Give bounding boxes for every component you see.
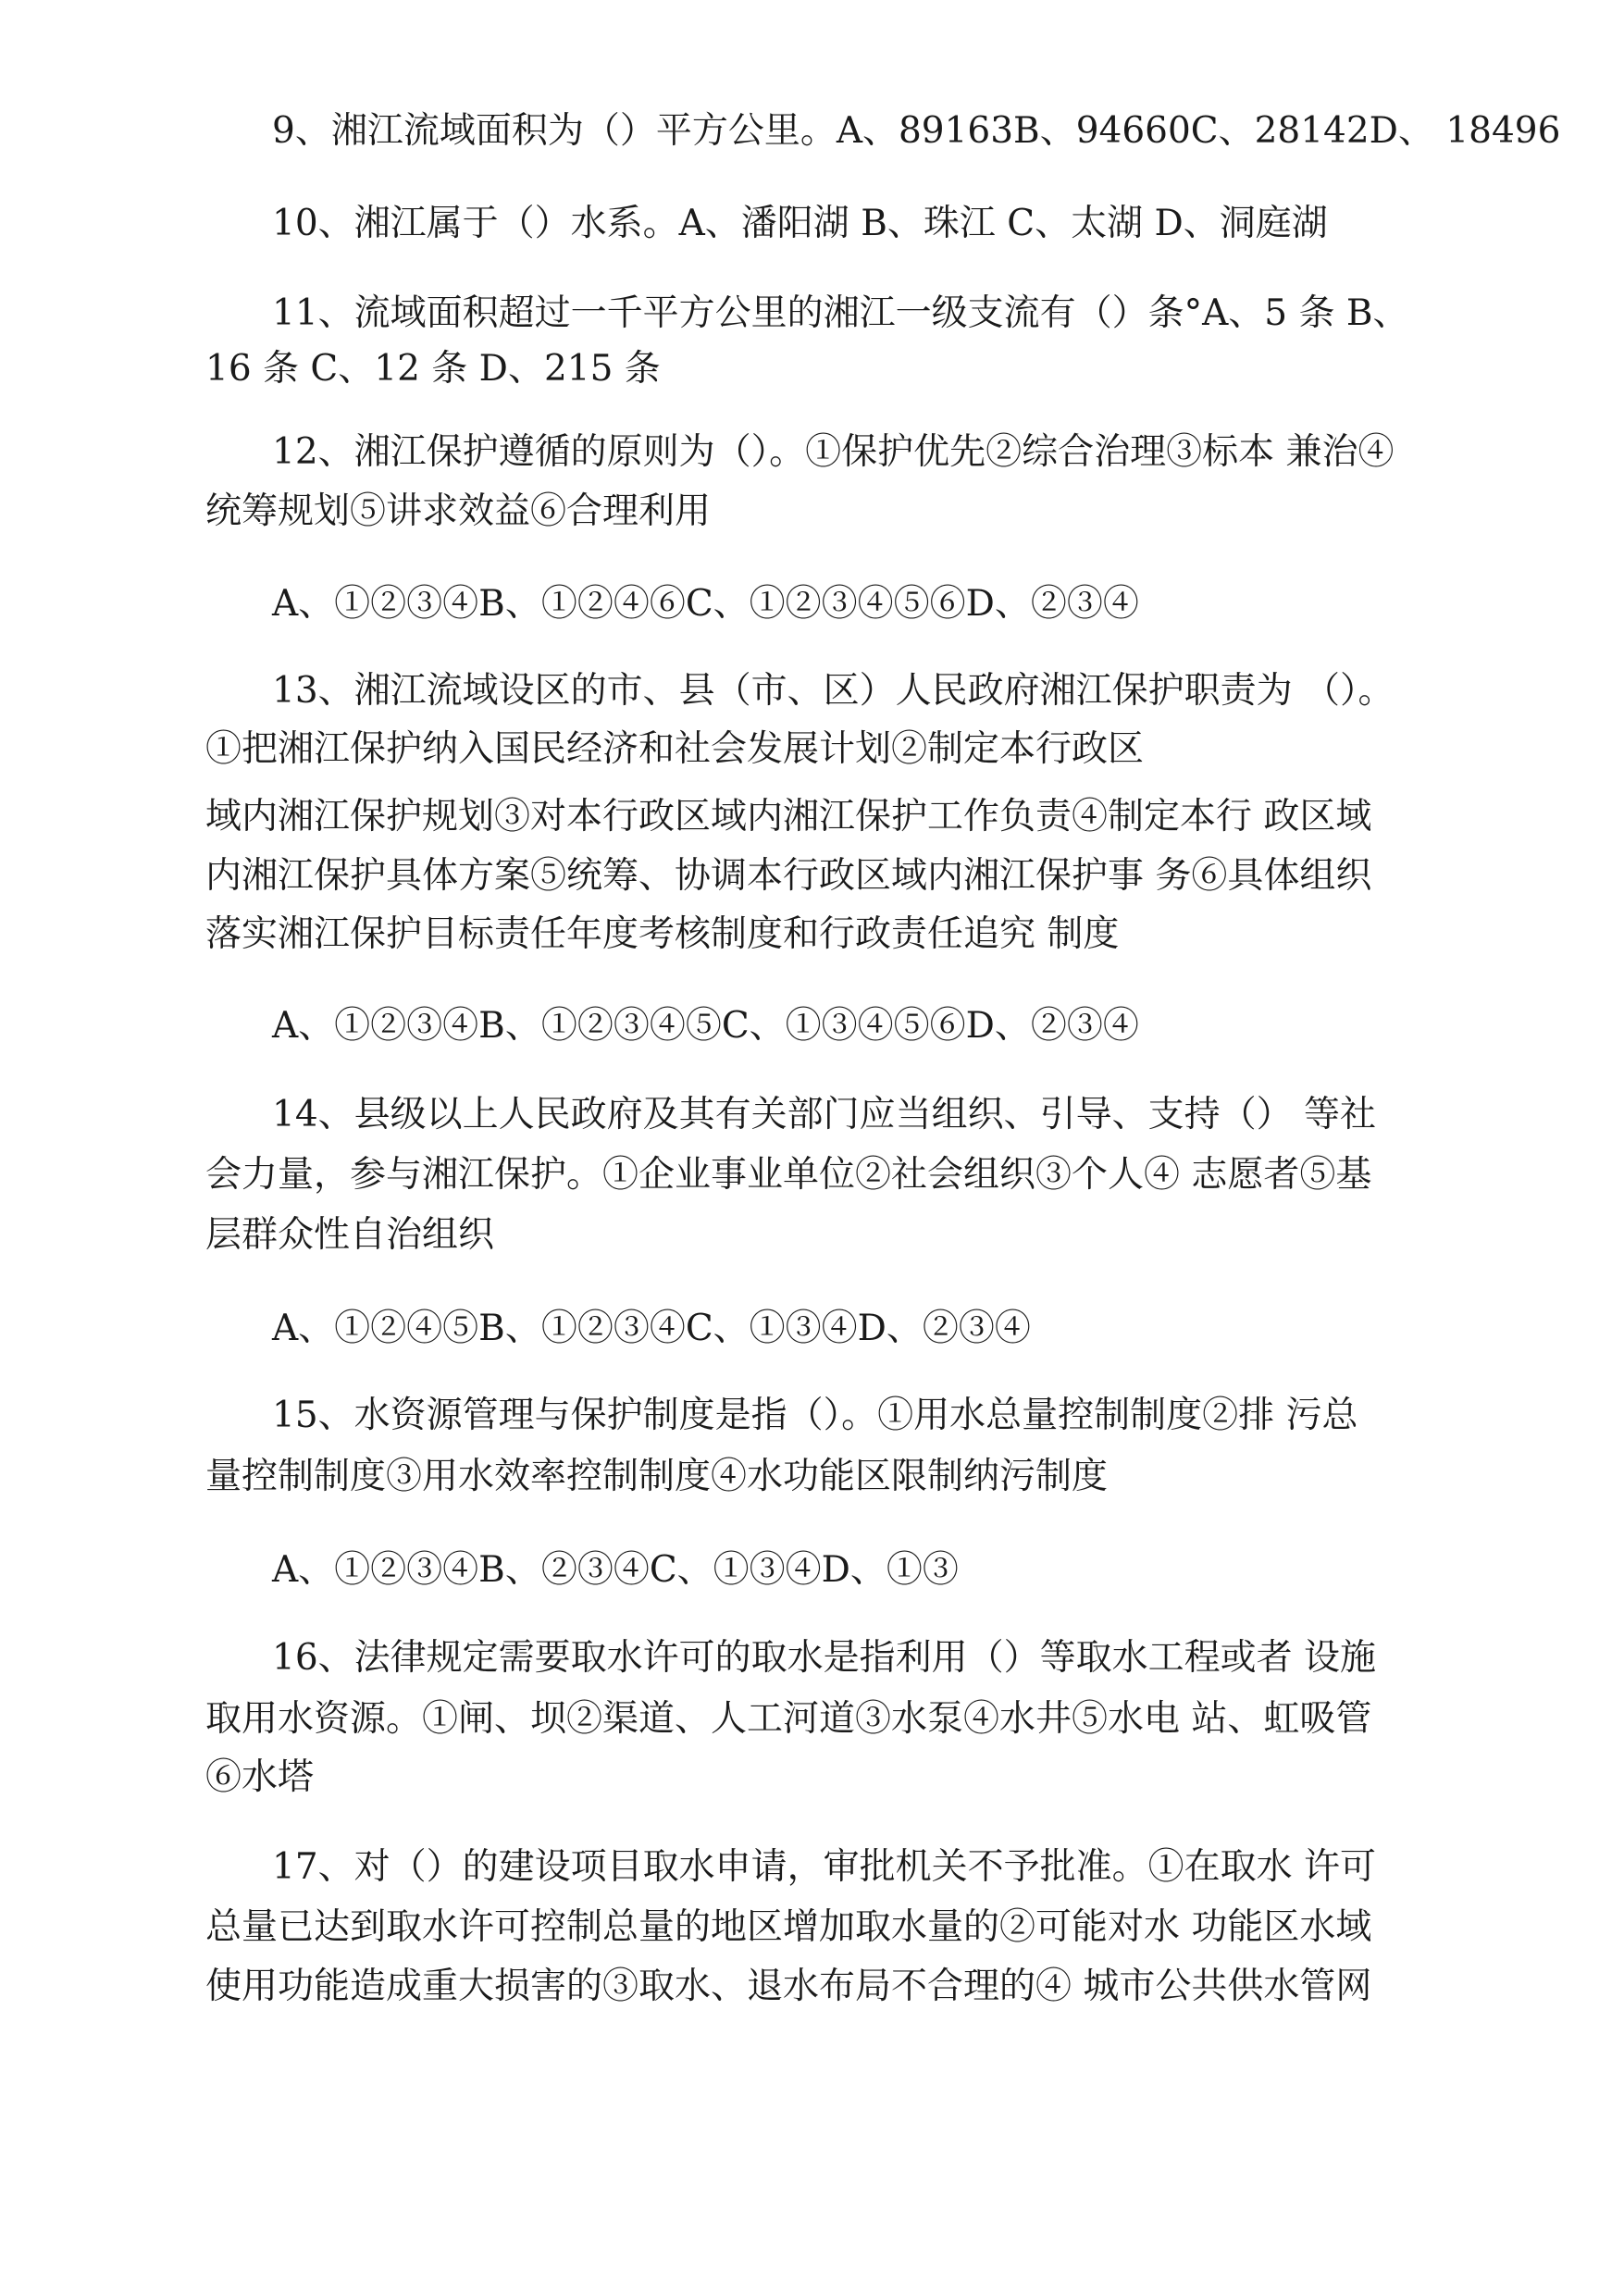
question-12-line-2: 统筹规划⑤讲求效益⑥合理利用	[205, 490, 712, 532]
question-14-line-2: 会力量，参与湘江保护。①企业事业单位②社会组织③个人④ 志愿者⑤基	[205, 1154, 1372, 1196]
question-15-line-2: 量控制制度③用水效率控制制度④水功能区限制纳污制度	[205, 1456, 1109, 1497]
question-13-options: A、①②③④B、①②③④⑤C、①③④⑤⑥D、②③④	[272, 1005, 1139, 1047]
question-14-line-1: 14、县级以上人民政府及其有关部门应当组织、引导、支持（） 等社	[272, 1094, 1377, 1135]
question-12-options: A、①②③④B、①②④⑥C、①②③④⑤⑥D、②③④	[272, 583, 1139, 625]
question-17-line-3: 使用功能造成重大损害的③取水、退水布局不合理的④ 城市公共供水管网	[205, 1966, 1372, 2007]
question-9-line-1: 9、湘江流域面积为（）平方公里。A、89163B、94660C、28142D、 18496	[272, 110, 1561, 152]
question-13-line-1: 13、湘江流域设区的市、县（市、区）人民政府湘江保护职责为 （）。	[272, 670, 1395, 712]
question-16-line-3: ⑥水塔	[205, 1756, 315, 1798]
question-13-line-5: 落实湘江保护目标责任年度考核制度和行政责任追究 制度	[205, 913, 1120, 955]
question-16-line-2: 取用水资源。①闸、坝②渠道、人工河道③水泵④水井⑤水电 站、虹吸管	[205, 1698, 1372, 1740]
question-16-line-1: 16、法律规定需要取水许可的取水是指利用（）等取水工程或者 设施	[272, 1637, 1377, 1679]
question-14-options: A、①②④⑤B、①②③④C、①③④D、②③④	[272, 1308, 1031, 1349]
question-17-line-2: 总量已达到取水许可控制总量的地区增加取水量的②可能对水 功能区水域	[205, 1906, 1372, 1948]
question-11-line-2: 16 条 C、12 条 D、215 条	[205, 348, 661, 390]
question-13-line-3: 域内湘江保护规划③对本行政区域内湘江保护工作负责④制定本行 政区域	[205, 796, 1372, 837]
question-14-line-3: 层群众性自治组织	[205, 1214, 495, 1256]
question-13-line-2: ①把湘江保护纳入国民经济和社会发展计划②制定本行政区	[205, 728, 1145, 770]
question-11-line-1: 11、流域面积超过一千平方公里的湘江一级支流有（）条°A、5 条 B、	[272, 292, 1409, 334]
question-10-line-1: 10、湘江属于（）水系。A、潘阳湖 B、珠江 C、太湖 D、洞庭湖	[272, 203, 1328, 244]
question-15-options: A、①②③④B、②③④C、①③④D、①③	[272, 1549, 959, 1591]
question-17-line-1: 17、对（）的建设项目取水申请，审批机关不予批准。①在取水 许可	[272, 1846, 1377, 1888]
question-13-line-4: 内湘江保护具体方案⑤统筹、协调本行政区域内湘江保护事 务⑥具体组织	[205, 855, 1372, 897]
question-12-line-1: 12、湘江保护遵循的原则为（）。①保护优先②综合治理③标本 兼治④	[272, 431, 1395, 473]
question-15-line-1: 15、水资源管理与保护制度是指（）。①用水总量控制制度②排 污总	[272, 1395, 1358, 1436]
